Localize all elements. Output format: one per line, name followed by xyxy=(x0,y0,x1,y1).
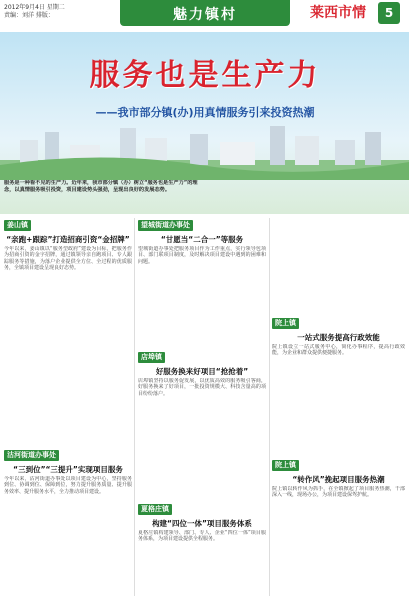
hero-lead xyxy=(4,180,404,210)
article-headline: 一站式服务提高行政效能 xyxy=(297,333,380,342)
hero-banner xyxy=(0,32,409,214)
editor-line: 责编：刘洋 排版： xyxy=(4,12,54,19)
section-label: 沽河街道办事处 xyxy=(4,450,59,461)
article-body: 院上镇设立一站式服务中心，简化办事程序，提高行政效能，为企业和群众提供便捷服务。 xyxy=(272,344,405,357)
article-body: 今年以来，姜山镇以“服务型政府”建设为目标，把服务作为招商引资的金字招牌，通过镇领导亲自跑项目、专人跟踪服务等措施，为落户企业提供全方位、全过程的优质服务，全镇项目建设呈现良好态势。 xyxy=(4,246,132,272)
article-body: 店埠镇坚持以服务促发展，以优质高效的服务吸引客商，好服务换来了好项目，一批投资规模大、科技含量高的项目纷纷落户。 xyxy=(138,378,266,397)
column-divider xyxy=(269,218,270,596)
page-header xyxy=(0,0,409,30)
section-label: 望城街道办事处 xyxy=(138,220,193,231)
date-line: 2012年9月4日 星期二 xyxy=(4,4,65,11)
column-divider xyxy=(134,218,135,596)
section-label: 院上镇 xyxy=(272,318,299,329)
article-headline: “三到位”“三提升”实现项目服务 xyxy=(13,465,123,474)
article-headline: “亲跑+跟踪”打造招商引资“金招牌” xyxy=(6,235,130,244)
page-banner xyxy=(120,0,290,26)
article-body: 望城街道办事处把服务项目作为工作重点，实行领导包项目、部门联项目制度，及时解决项目建设中遇到的困难和问题。 xyxy=(138,246,266,265)
section-label: 院上镇 xyxy=(272,460,299,471)
hero-subtitle: ——我市部分镇(办)用真情服务引来投资热潮 xyxy=(95,106,315,119)
hero-lead-text: 服务是一种看不见的生产力。近年来，我市部分镇（办）树立“服务也是生产力”的理念，以真情服务吸引投资，项目建设势头强劲，呈现出良好的发展态势。 xyxy=(4,180,198,193)
article-headline: 构建“四位一体”项目服务体系 xyxy=(152,519,252,528)
section-name: 莱西市情 xyxy=(310,5,366,21)
city-skyline-image xyxy=(0,120,409,180)
article-headline: “转作风”挽起项目服务热潮 xyxy=(292,475,385,484)
article-headline: 好服务换来好项目“抢抢着” xyxy=(155,367,249,376)
article-body: 今年以来，沽河街道办事处以项目建设为中心，坚持服务到位、协调到位、保障到位，努力提升服务质量、提升服务效率、提升服务水平，全力推动项目建设。 xyxy=(4,476,132,495)
hero-title: 服务也是生产力 xyxy=(89,58,321,93)
page-title: 魅力镇村 xyxy=(173,7,237,23)
section-label: 夏格庄镇 xyxy=(138,504,172,515)
section-label: 姜山镇 xyxy=(4,220,31,231)
page-number: 5 xyxy=(378,2,400,24)
article-body: 院上镇以转作风为抓手，在全镇掀起了项目服务热潮，干部深入一线，现场办公，为项目建设保驾护航。 xyxy=(272,486,405,499)
article-body: 夏格庄镇构建领导、部门、专人、企业“四位一体”项目服务体系，为项目建设提供全程服务。 xyxy=(138,530,266,543)
section-label: 店埠镇 xyxy=(138,352,165,363)
header-info xyxy=(4,4,65,20)
article-headline: “甘愿当“二合一”等服务 xyxy=(160,235,244,244)
